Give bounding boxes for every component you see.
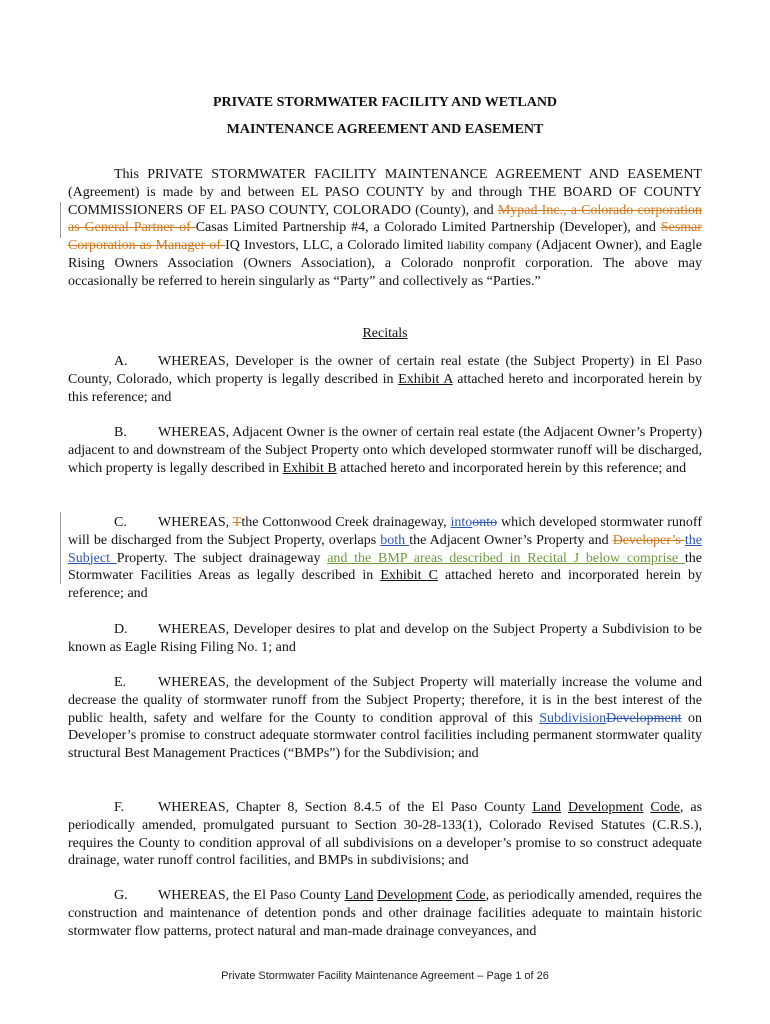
tracked-insertion: and the BMP areas described in Recital J below comprise: [327, 550, 685, 566]
recital-c: C. WHEREAS, Tthe Cottonwood Creek drainageway, intoonto which developed stormwater runoff will be discharged from the Subject Property, overlaps both the Adjacent Owner’s Property and Developer’s the Subject Property. The subject drainageway and the BMP areas described in Recital J below comprise the Stormwater Facilities Areas as legally described in Exhibit C attached hereto and incorporated herein by reference; and: [68, 515, 703, 602]
tracked-deletion: onto: [472, 515, 498, 530]
recital-f: F. WHEREAS, Chapter 8, Section 8.4.5 of the El Paso County Land Development Code, as periodically amended, promulgated pursuant to Section 30-28-133(1), Colorado Revised Statutes (C.R.S.), requires the County to condition approval of all subdivisions on a developer’s promise to so construct adequate drainage, water runoff control facilities, and BMPs in subdivisions; and: [68, 800, 703, 869]
exhibit-b-ref: Exhibit B: [282, 460, 337, 476]
tracked-insertion: Subdivision: [539, 710, 607, 726]
tracked-deletion: Mypad Inc., a Colorado corporation as General Partner of: [68, 202, 703, 236]
change-bar: [60, 512, 61, 584]
recital-a: A. WHEREAS, Developer is the owner of certain real estate (the Subject Property) in El Paso County, Colorado, which property is legally described in Exhibit A attached hereto and incorporated herein by this reference; and: [68, 354, 702, 405]
tracked-deletion: T: [232, 515, 242, 530]
document-title-line-2: MAINTENANCE AGREEMENT AND EASEMENT: [226, 122, 544, 137]
recital-d: D. WHEREAS, Developer desires to plat and develop on the Subject Property a Subdivision to be known as Eagle Rising Filing No. 1; and: [68, 622, 702, 655]
recital-b: B. WHEREAS, Adjacent Owner is the owner of certain real estate (the Adjacent Owner’s Property) adjacent to and downstream of the Subject Property onto which developed stormwater runoff will be discharged, which property is legally described in Exhibit B attached hereto and incorporated herein by this reference; and: [68, 425, 702, 476]
tracked-deletion: Development: [606, 710, 682, 726]
change-bar: [60, 202, 61, 238]
recitals-heading: Recitals: [362, 326, 408, 341]
exhibit-c-ref: Exhibit C: [380, 568, 438, 584]
tracked-insertion: into: [450, 515, 473, 530]
tracked-deletion: Developer’s: [612, 532, 685, 548]
intro-paragraph: This PRIVATE STORMWATER FACILITY MAINTENANCE AGREEMENT AND EASEMENT (Agreement) is made by and between EL PASO COUNTY by and through THE BOARD OF COUNTY COMMISSIONERS OF EL PASO COUNTY, COLORADO (County), and Mypad Inc., a Colorado corporation as General Partner of Casas Limited Partnership #4, a Colorado Limited Partnership (Developer), and Sesmar Corporation as Manager of IQ Investors, LLC, a Colorado limited liability company (Adjacent Owner), and Eagle Rising Owners Association (Owners Association), a Colorado nonprofit corporation. The above may occasionally be referred to herein singularly as “Party” and collectively as “Parties.”: [68, 167, 703, 289]
recital-g: G. WHEREAS, the El Paso County Land Development Code, as periodically amended, requires the construction and maintenance of detention ponds and other drainage facilities adequate to maintain historic stormwater flow patterns, protect natural and man-made drainage conveyances, and: [68, 888, 703, 939]
tracked-insertion: both: [380, 532, 410, 548]
page-footer: Private Stormwater Facility Maintenance Agreement – Page 1 of 26: [221, 970, 549, 982]
tracked-insertion: the Subject: [68, 532, 703, 566]
exhibit-a-ref: Exhibit A: [398, 371, 453, 387]
tracked-deletion: Sesmar Corporation as Manager of: [68, 220, 702, 254]
document-title-line-1: PRIVATE STORMWATER FACILITY AND WETLAND: [212, 95, 558, 110]
recital-e: E. WHEREAS, the development of the Subject Property will materially increase the volume and decrease the quality of stormwater runoff from the Subject Property; therefore, it is in the best interest of the public health, safety and welfare for the County to condition approval of this SubdivisionDevelopment on Developer’s promise to construct adequate stormwater control facilities including permanent stormwater quality structural Best Management Practices (“BMPs”) for the Subdivision; and: [68, 675, 702, 762]
